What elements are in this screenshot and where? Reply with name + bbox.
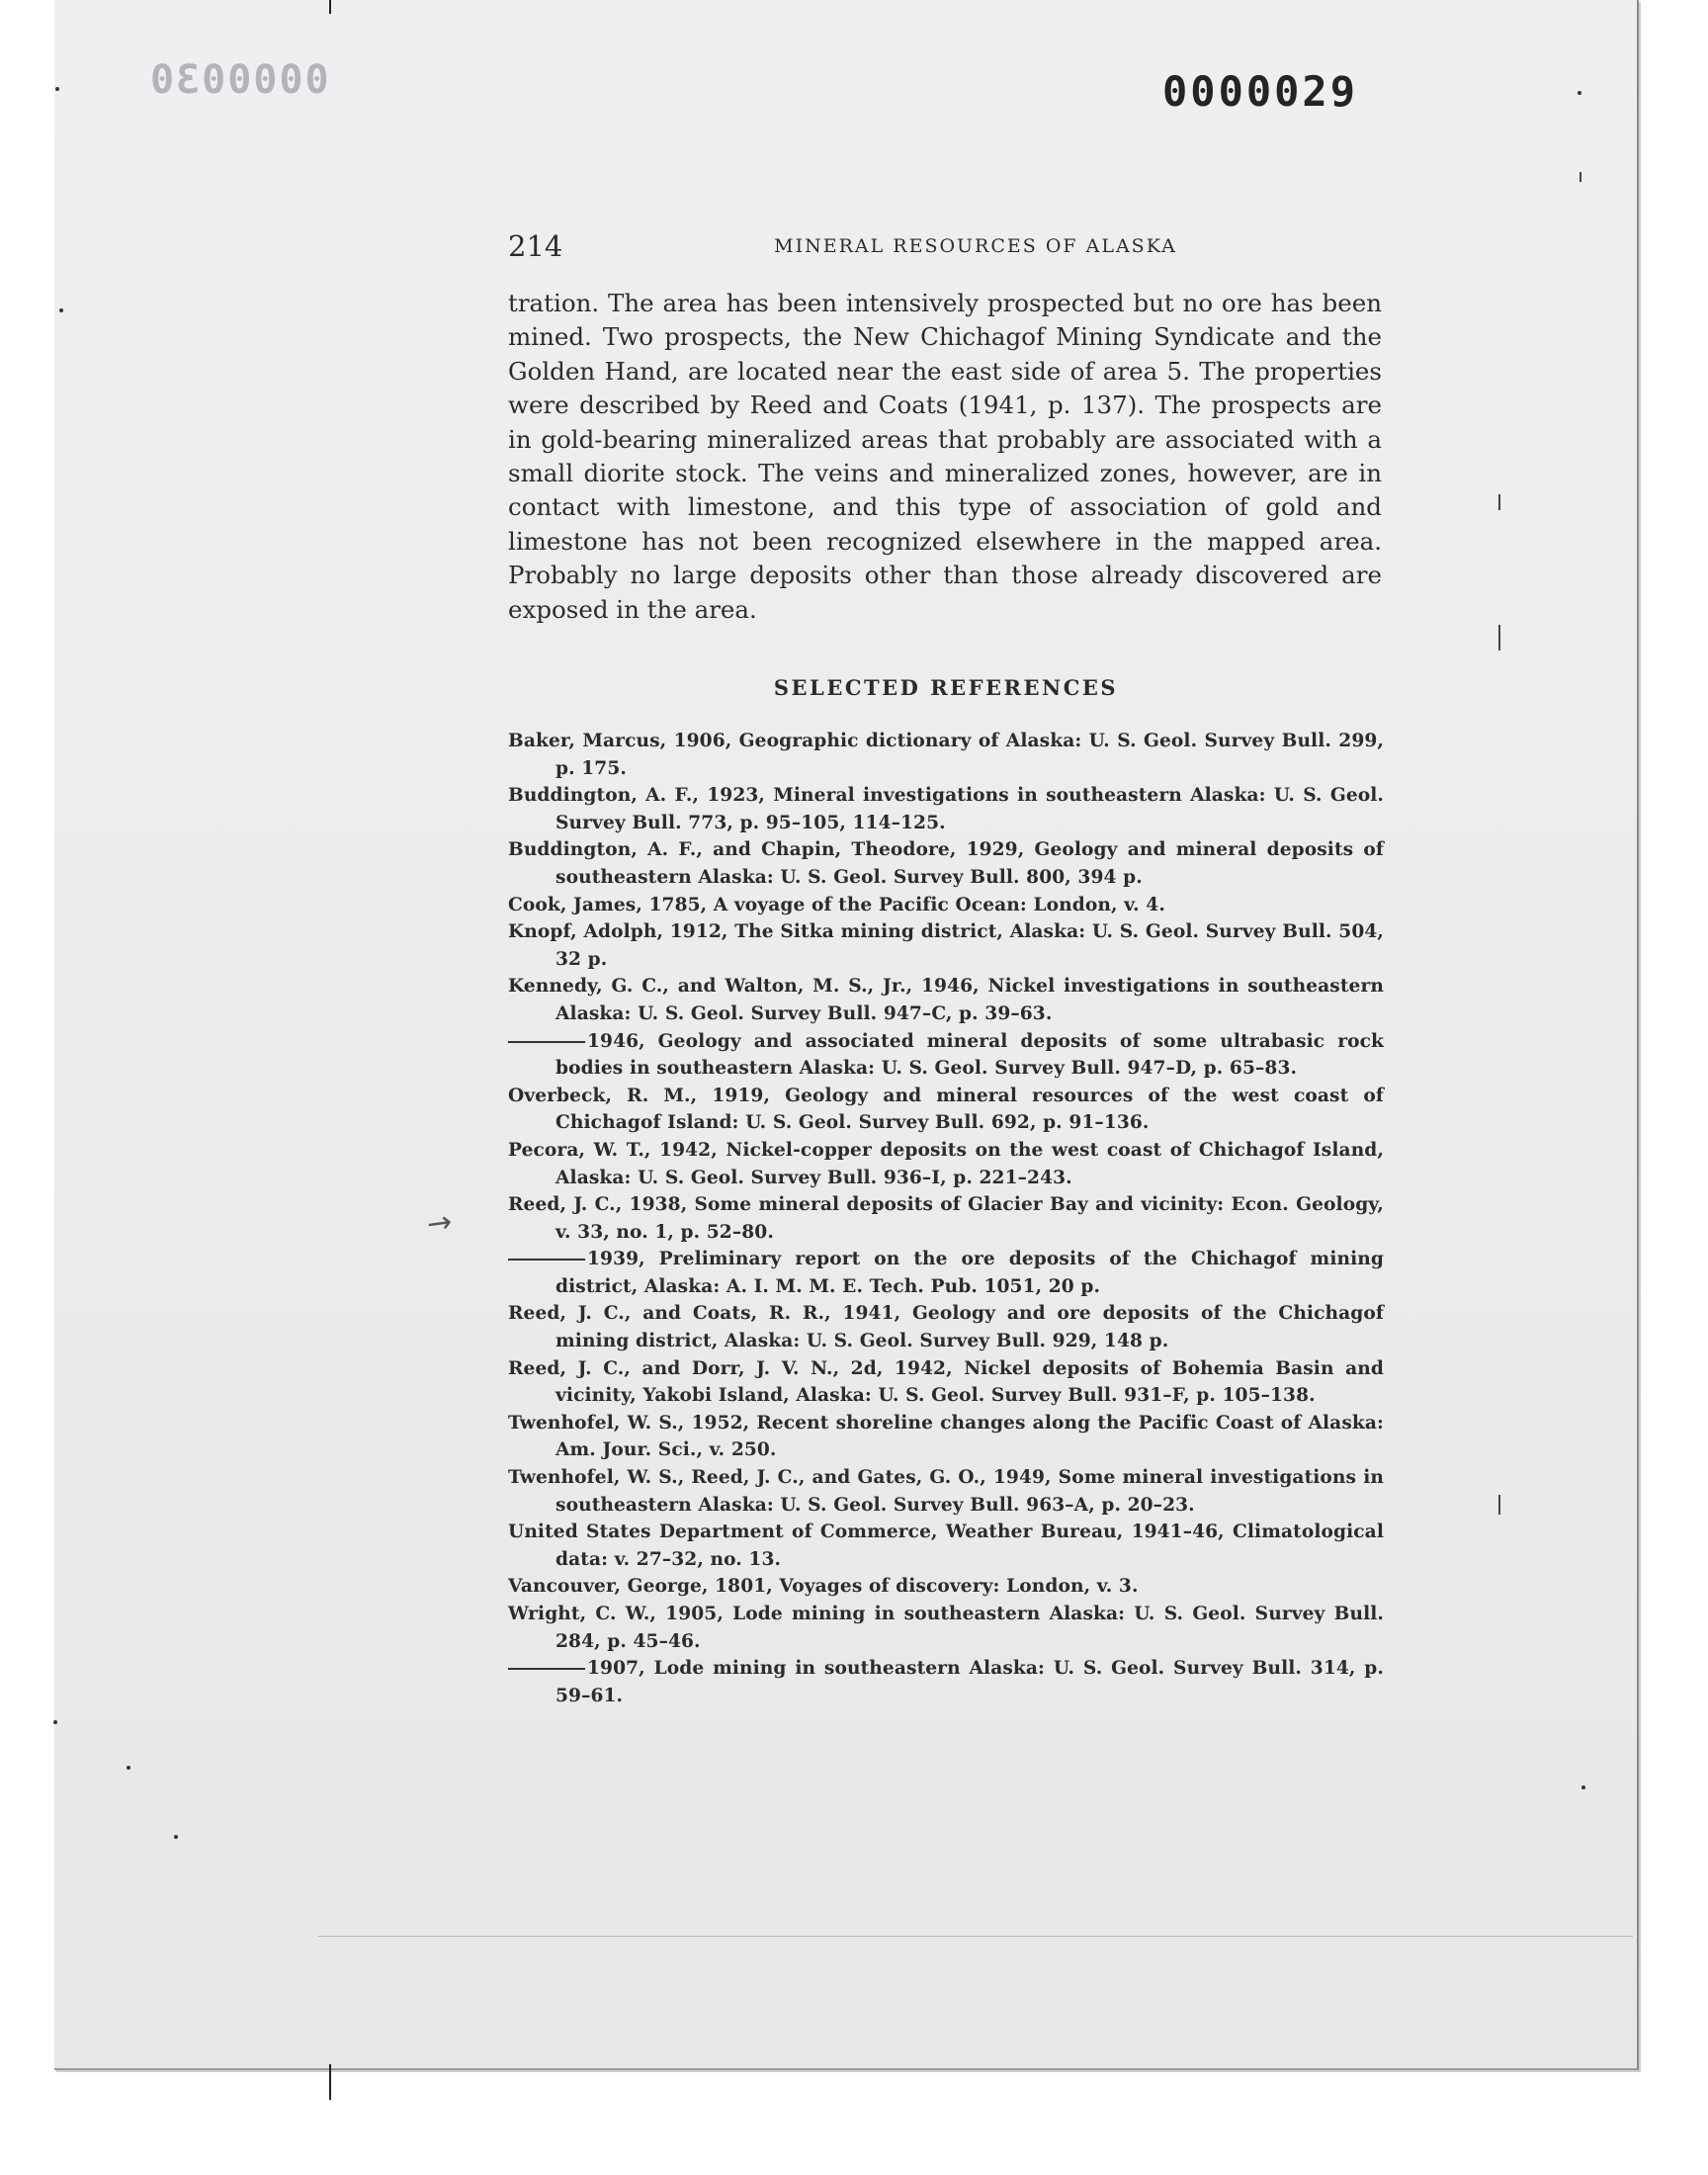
reference-entry [508, 782, 1384, 836]
ditto-dash [508, 1668, 585, 1670]
reference-entry [508, 892, 1384, 919]
reference-text: Twenhofel, W. S., Reed, J. C., and Gates, G. O., 1949, Some mineral investigations in southeastern Alaska: U. S. Geol. Survey Bull. 963–A, p. 20–23. [508, 1467, 1384, 1516]
reference-text: Kennedy, G. C., and Walton, M. S., Jr., 1946, Nickel investigations in southeastern Alaska: U. S. Geol. Survey Bull. 947–C, p. 39–63. [508, 976, 1384, 1024]
reference-text: 1939, Preliminary report on the ore deposits of the Chichagof mining district, Alaska: A. I. M. M. E. Tech. Pub. 1051, 20 p. [555, 1249, 1384, 1297]
scan-artifact [1580, 172, 1581, 182]
scan-artifact [318, 1936, 1633, 1937]
scan-artifact [1498, 494, 1500, 510]
reference-entry [508, 836, 1384, 891]
scan-artifact [127, 1766, 130, 1770]
scan-artifact [1581, 1785, 1585, 1789]
reference-entry [508, 1300, 1384, 1354]
scan-artifact [174, 1835, 178, 1839]
page-number: 214 [508, 229, 563, 263]
reference-text: 1907, Lode mining in southeastern Alaska: U. S. Geol. Survey Bull. 314, p. 59–61. [555, 1658, 1384, 1706]
scan-artifact [55, 87, 59, 91]
page-header [508, 229, 1384, 269]
page-stamp: 0000029 [1162, 67, 1359, 116]
reference-text: Buddington, A. F., 1923, Mineral investigations in southeastern Alaska: U. S. Geol. Survey Bull. 773, p. 95–105, 114–125. [508, 785, 1384, 833]
reference-text: Reed, J. C., and Coats, R. R., 1941, Geology and ore deposits of the Chichagof mining district, Alaska: U. S. Geol. Survey Bull. 929, 148 p. [508, 1303, 1384, 1352]
scan-artifact [1498, 1495, 1500, 1515]
reference-entry [508, 1655, 1384, 1709]
margin-arrow-mark: → [424, 1204, 455, 1243]
reference-text: United States Department of Commerce, Weather Bureau, 1941–46, Climatological data: v. 27–32, no. 13. [508, 1522, 1384, 1570]
faded-page-stamp: 0000030 [148, 57, 329, 103]
scan-artifact [53, 1720, 57, 1724]
reference-text: Baker, Marcus, 1906, Geographic dictionary of Alaska: U. S. Geol. Survey Bull. 299, p. 175. [508, 731, 1384, 779]
ditto-dash [508, 1041, 585, 1043]
reference-text: Overbeck, R. M., 1919, Geology and mineral resources of the west coast of Chichagof Island: U. S. Geol. Survey Bull. 692, p. 91–136. [508, 1085, 1384, 1134]
reference-entry [508, 1137, 1384, 1191]
references-list [508, 728, 1384, 1709]
reference-entry [508, 1191, 1384, 1246]
reference-entry [508, 918, 1384, 973]
running-title: MINERAL RESOURCES OF ALASKA [774, 235, 1177, 257]
reference-entry [508, 728, 1384, 782]
references-heading: SELECTED REFERENCES [773, 675, 1119, 700]
scan-artifact [59, 308, 63, 312]
binder-line-bottom [329, 2064, 331, 2100]
reference-entry [508, 1083, 1384, 1137]
reference-text: 1946, Geology and associated mineral deposits of some ultrabasic rock bodies in southeastern Alaska: U. S. Geol. Survey Bull. 947–D, p. 65–83. [555, 1030, 1384, 1080]
scan-artifact [1498, 625, 1500, 651]
scan-artifact [1578, 91, 1581, 95]
reference-entry [508, 1519, 1384, 1573]
reference-text: Pecora, W. T., 1942, Nickel-copper deposits on the west coast of Chichagof Island, Alaska: U. S. Geol. Survey Bull. 936–I, p. 221–243. [508, 1139, 1384, 1188]
reference-entry [508, 1246, 1384, 1300]
reference-text: Buddington, A. F., and Chapin, Theodore, 1929, Geology and mineral deposits of southeastern Alaska: U. S. Geol. Survey Bull. 800, 394 p. [508, 839, 1384, 888]
reference-text: Vancouver, George, 1801, Voyages of discovery: London, v. 3. [508, 1576, 1139, 1598]
reference-entry [508, 1464, 1384, 1519]
reference-text: Reed, J. C., and Dorr, J. V. N., 2d, 1942, Nickel deposits of Bohemia Basin and vicinity, Yakobi Island, Alaska: U. S. Geol. Survey Bull. 931–F, p. 105–138. [508, 1357, 1384, 1407]
reference-text: Twenhofel, W. S., 1952, Recent shoreline changes along the Pacific Coast of Alaska: Am. Jour. Sci., v. 250. [508, 1412, 1384, 1461]
binder-line-top [329, 0, 331, 14]
reference-entry [508, 1601, 1384, 1655]
reference-entry [508, 1355, 1384, 1410]
reference-entry [508, 1573, 1384, 1601]
ditto-dash [508, 1259, 585, 1261]
reference-text: Reed, J. C., 1938, Some mineral deposits of Glacier Bay and vicinity: Econ. Geology, v. 33, no. 1, p. 52–80. [508, 1194, 1384, 1243]
body-paragraph: tration. The area has been intensively prospected but no ore has been mined. Two prospects, the New Chichagof Mining Syndicate and the Golden Hand, are located near the east side of area 5. The properties were described by Reed and Coats (1941, p. 137). The prospects are in gold-bearing mineralized areas that probably are associated with a small diorite stock. The veins and mineralized zones, however, are in contact with limestone, and this type of association of gold and limestone has not been recognized elsewhere in the mapped area. Probably no large deposits other than those already discovered are exposed in the area. [508, 289, 1382, 624]
reference-text: Cook, James, 1785, A voyage of the Pacific Ocean: London, v. 4. [508, 894, 1165, 915]
reference-entry [508, 973, 1384, 1027]
reference-text: Knopf, Adolph, 1912, The Sitka mining district, Alaska: U. S. Geol. Survey Bull. 504, 32 p. [508, 921, 1384, 970]
reference-entry [508, 1410, 1384, 1464]
reference-entry [508, 1028, 1384, 1083]
reference-text: Wright, C. W., 1905, Lode mining in southeastern Alaska: U. S. Geol. Survey Bull. 284, p. 45–46. [508, 1604, 1384, 1652]
